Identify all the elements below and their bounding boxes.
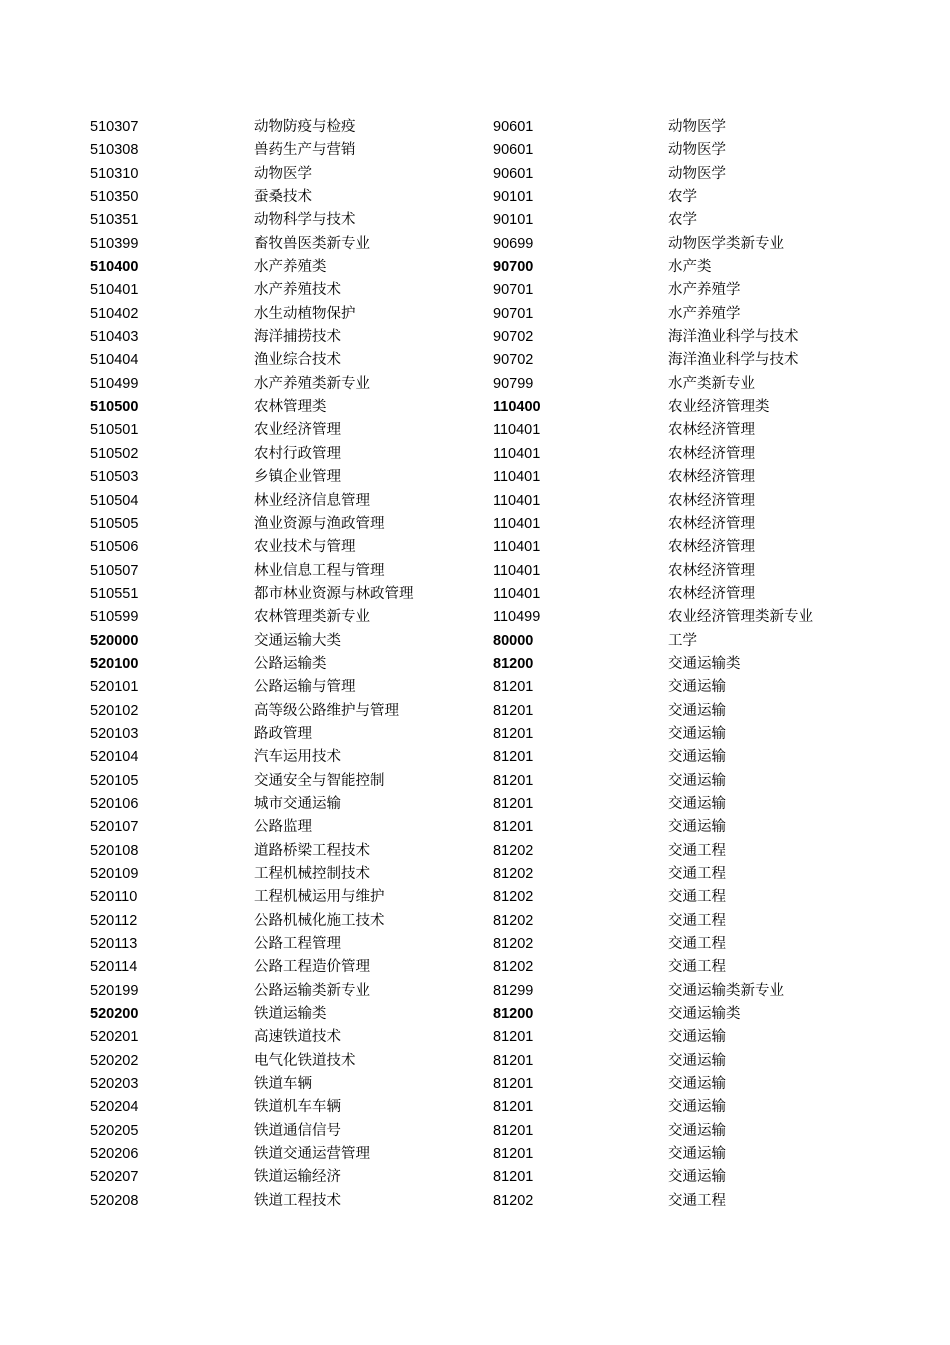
ref-code-cell: 81201 [493, 749, 534, 766]
major-name-cell: 铁道车辆 [254, 1076, 312, 1093]
ref-name-cell: 交通工程 [668, 866, 726, 882]
ref-code-cell: 81201 [493, 1099, 534, 1116]
major-name-cell: 海洋捕捞技术 [254, 329, 341, 346]
table-row [90, 746, 870, 769]
major-code-cell: 520200 [90, 1006, 139, 1023]
major-name-cell: 动物科学与技术 [254, 212, 356, 229]
major-name-cell: 公路机械化施工技术 [254, 912, 385, 929]
ref-code-cell: 90101 [493, 212, 534, 229]
table-row [90, 1143, 870, 1166]
major-code-cell: 510351 [90, 212, 139, 229]
major-code-cell: 520108 [90, 842, 139, 859]
ref-name-cell: 交通工程 [668, 959, 726, 976]
table-row [90, 840, 870, 863]
ref-code-cell: 90601 [493, 165, 534, 182]
table-row [90, 583, 870, 606]
major-code-cell: 510502 [90, 445, 139, 462]
ref-name-cell: 交通运输 [668, 702, 726, 719]
ref-code-cell: 90701 [493, 305, 534, 322]
table-row [90, 349, 870, 372]
table-row [90, 513, 870, 536]
ref-name-cell: 工学 [668, 632, 697, 649]
table-row [90, 326, 870, 349]
ref-code-cell: 81201 [493, 725, 534, 742]
table-row [90, 770, 870, 793]
major-code-cell: 520207 [90, 1169, 139, 1186]
major-name-cell: 铁道通信信号 [254, 1122, 341, 1139]
ref-name-cell: 农林经济管理 [668, 585, 755, 602]
ref-name-cell: 交通运输 [668, 819, 726, 836]
ref-name-cell: 农林经济管理 [668, 422, 755, 439]
table-row [90, 863, 870, 886]
ref-name-cell: 交通工程 [668, 936, 726, 953]
major-code-cell: 520101 [90, 679, 139, 696]
category-row [90, 396, 870, 419]
table-row [90, 956, 870, 979]
ref-code-cell: 90701 [493, 282, 534, 299]
major-code-cell: 510307 [90, 119, 139, 135]
ref-name-cell: 农林经济管理 [668, 562, 755, 579]
major-name-cell: 水产养殖技术 [254, 282, 341, 299]
major-code-cell: 520110 [90, 889, 138, 906]
table-row [90, 163, 870, 186]
ref-name-cell: 动物医学 [668, 142, 726, 159]
major-code-cell: 510402 [90, 305, 139, 322]
ref-code-cell: 81201 [493, 795, 534, 812]
ref-code-cell: 81201 [493, 1052, 534, 1069]
ref-name-cell: 交通工程 [668, 912, 726, 929]
major-name-cell: 工程机械控制技术 [254, 866, 370, 882]
major-code-cell: 510399 [90, 235, 139, 252]
major-code-cell: 510499 [90, 375, 139, 392]
major-name-cell: 铁道机车车辆 [254, 1099, 341, 1116]
table-row [90, 1073, 870, 1096]
ref-name-cell: 农业经济管理类新专业 [668, 609, 813, 626]
ref-name-cell: 交通运输 [668, 795, 726, 812]
ref-code-cell: 81201 [493, 772, 534, 789]
ref-code-cell: 81202 [493, 1192, 534, 1209]
table-row [90, 910, 870, 933]
major-code-cell: 520109 [90, 866, 139, 882]
table-row [90, 980, 870, 1003]
ref-code-cell: 81201 [493, 679, 534, 696]
category-row [90, 653, 870, 676]
major-code-cell: 510551 [90, 585, 139, 602]
ref-name-cell: 海洋渔业科学与技术 [668, 352, 799, 369]
ref-code-cell: 81201 [493, 1029, 534, 1046]
major-code-cell: 510400 [90, 259, 139, 276]
ref-name-cell: 农林经济管理 [668, 539, 755, 556]
major-code-cell: 510350 [90, 189, 139, 206]
table-row [90, 536, 870, 559]
ref-code-cell: 81201 [493, 1169, 534, 1186]
ref-code-cell: 110401 [493, 562, 541, 579]
ref-code-cell: 90799 [493, 375, 534, 392]
major-name-cell: 工程机械运用与维护 [254, 889, 385, 906]
ref-code-cell: 81202 [493, 959, 534, 976]
major-code-cell: 510401 [90, 282, 139, 299]
ref-name-cell: 动物医学 [668, 165, 726, 182]
major-name-cell: 铁道工程技术 [254, 1192, 341, 1209]
ref-code-cell: 90601 [493, 142, 534, 159]
major-name-cell: 林业信息工程与管理 [254, 562, 385, 579]
table-row [90, 209, 870, 232]
ref-code-cell: 81201 [493, 702, 534, 719]
table-row [90, 886, 870, 909]
ref-code-cell: 81200 [493, 655, 534, 672]
major-name-cell: 铁道运输经济 [254, 1169, 341, 1186]
table-row [90, 1190, 870, 1213]
major-name-cell: 渔业资源与渔政管理 [254, 515, 385, 532]
ref-name-cell: 交通运输类 [668, 655, 741, 672]
ref-name-cell: 农林经济管理 [668, 515, 755, 532]
major-code-cell: 520106 [90, 795, 139, 812]
ref-code-cell: 81201 [493, 1146, 534, 1163]
major-name-cell: 公路运输与管理 [254, 679, 356, 696]
ref-name-cell: 农林经济管理 [668, 469, 755, 486]
major-code-cell: 520107 [90, 819, 139, 836]
ref-name-cell: 交通工程 [668, 842, 726, 859]
table-row [90, 1096, 870, 1119]
major-code-cell: 510504 [90, 492, 139, 509]
major-code-cell: 510501 [90, 422, 139, 439]
major-name-cell: 动物医学 [254, 165, 312, 182]
major-name-cell: 水产养殖类新专业 [254, 375, 370, 392]
major-code-cell: 510403 [90, 329, 139, 346]
ref-code-cell: 80000 [493, 632, 534, 649]
ref-name-cell: 交通运输 [668, 1052, 726, 1069]
ref-code-cell: 81202 [493, 889, 534, 906]
ref-name-cell: 交通运输类新专业 [668, 982, 784, 999]
ref-code-cell: 110401 [493, 422, 541, 439]
table-row [90, 1120, 870, 1143]
ref-name-cell: 交通运输 [668, 725, 726, 742]
ref-code-cell: 90700 [493, 259, 534, 276]
table-row [90, 816, 870, 839]
ref-name-cell: 交通运输 [668, 679, 726, 696]
category-row [90, 256, 870, 279]
ref-code-cell: 81201 [493, 1076, 534, 1093]
major-name-cell: 汽车运用技术 [254, 749, 341, 766]
category-row [90, 1003, 870, 1026]
major-name-cell: 公路运输类新专业 [254, 982, 370, 999]
ref-name-cell: 交通运输 [668, 1029, 726, 1046]
table-row [90, 700, 870, 723]
table-row [90, 933, 870, 956]
major-code-cell: 520112 [90, 912, 138, 929]
ref-code-cell: 90702 [493, 352, 534, 369]
major-code-cell: 520208 [90, 1192, 139, 1209]
major-code-cell: 510505 [90, 515, 139, 532]
major-name-cell: 兽药生产与营销 [254, 142, 356, 159]
major-name-cell: 都市林业资源与林政管理 [254, 585, 414, 602]
major-name-cell: 交通安全与智能控制 [254, 772, 385, 789]
ref-name-cell: 交通运输 [668, 1122, 726, 1139]
table-row [90, 490, 870, 513]
major-code-table [90, 116, 870, 1213]
major-name-cell: 公路运输类 [254, 655, 327, 672]
table-row [90, 466, 870, 489]
table-row [90, 233, 870, 256]
ref-code-cell: 110400 [493, 399, 541, 416]
table-row [90, 303, 870, 326]
major-code-cell: 510404 [90, 352, 139, 369]
ref-code-cell: 81202 [493, 866, 534, 882]
major-name-cell: 公路工程造价管理 [254, 959, 370, 976]
major-code-cell: 520000 [90, 632, 139, 649]
major-name-cell: 农业经济管理 [254, 422, 341, 439]
ref-name-cell: 交通工程 [668, 889, 726, 906]
ref-code-cell: 81202 [493, 842, 534, 859]
table-row [90, 560, 870, 583]
major-code-cell: 520206 [90, 1146, 139, 1163]
major-name-cell: 农业技术与管理 [254, 539, 356, 556]
table-row [90, 723, 870, 746]
table-row [90, 606, 870, 629]
major-code-cell: 520201 [90, 1029, 139, 1046]
ref-name-cell: 交通运输 [668, 1146, 726, 1163]
ref-name-cell: 动物医学 [668, 119, 726, 135]
major-name-cell: 林业经济信息管理 [254, 492, 370, 509]
ref-code-cell: 110401 [493, 445, 541, 462]
major-name-cell: 农林管理类 [254, 399, 327, 416]
major-code-cell: 510507 [90, 562, 139, 579]
major-name-cell: 农村行政管理 [254, 445, 341, 462]
table-row [90, 1050, 870, 1073]
major-name-cell: 城市交通运输 [254, 795, 341, 812]
table-row [90, 373, 870, 396]
ref-code-cell: 110401 [493, 515, 541, 532]
major-code-cell: 520205 [90, 1122, 139, 1139]
ref-code-cell: 81201 [493, 1122, 534, 1139]
major-name-cell: 农林管理类新专业 [254, 609, 370, 626]
major-name-cell: 铁道运输类 [254, 1006, 327, 1023]
table-row [90, 443, 870, 466]
table-row [90, 186, 870, 209]
major-code-cell: 510308 [90, 142, 139, 159]
ref-code-cell: 110499 [493, 609, 541, 626]
ref-code-cell: 81202 [493, 936, 534, 953]
ref-name-cell: 水产养殖学 [668, 305, 741, 322]
table-row [90, 139, 870, 162]
major-name-cell: 交通运输大类 [254, 632, 341, 649]
major-name-cell: 公路监理 [254, 819, 312, 836]
ref-name-cell: 水产养殖学 [668, 282, 741, 299]
major-name-cell: 乡镇企业管理 [254, 469, 341, 486]
table-row [90, 793, 870, 816]
major-code-cell: 510310 [90, 165, 139, 182]
major-name-cell: 水生动植物保护 [254, 305, 356, 322]
major-code-cell: 510503 [90, 469, 139, 486]
ref-name-cell: 农学 [668, 189, 697, 206]
major-name-cell: 电气化铁道技术 [254, 1052, 356, 1069]
major-code-cell: 520105 [90, 772, 139, 789]
major-code-cell: 520204 [90, 1099, 139, 1116]
major-code-cell: 520113 [90, 936, 138, 953]
ref-name-cell: 交通运输类 [668, 1006, 741, 1023]
major-code-cell: 510599 [90, 609, 139, 626]
ref-name-cell: 农林经济管理 [668, 492, 755, 509]
major-name-cell: 铁道交通运营管理 [254, 1146, 370, 1163]
major-code-cell: 510506 [90, 539, 139, 556]
ref-code-cell: 90702 [493, 329, 534, 346]
major-code-cell: 520199 [90, 982, 139, 999]
ref-code-cell: 81202 [493, 912, 534, 929]
ref-name-cell: 交通工程 [668, 1192, 726, 1209]
major-code-cell: 510500 [90, 399, 139, 416]
ref-code-cell: 110401 [493, 469, 541, 486]
major-code-cell: 520102 [90, 702, 139, 719]
ref-name-cell: 水产类 [668, 259, 712, 276]
ref-code-cell: 81299 [493, 982, 534, 999]
major-name-cell: 道路桥梁工程技术 [254, 842, 370, 859]
table-row [90, 279, 870, 302]
major-code-cell: 520103 [90, 725, 139, 742]
major-code-cell: 520114 [90, 959, 138, 976]
ref-name-cell: 交通运输 [668, 749, 726, 766]
ref-name-cell: 交通运输 [668, 772, 726, 789]
ref-code-cell: 110401 [493, 539, 541, 556]
ref-code-cell: 90101 [493, 189, 534, 206]
major-name-cell: 水产养殖类 [254, 259, 327, 276]
major-name-cell: 公路工程管理 [254, 936, 341, 953]
major-name-cell: 蚕桑技术 [254, 189, 312, 206]
ref-name-cell: 农林经济管理 [668, 445, 755, 462]
category-row [90, 630, 870, 653]
table-row [90, 1166, 870, 1189]
major-code-cell: 520104 [90, 749, 139, 766]
major-name-cell: 动物防疫与检疫 [254, 119, 356, 135]
major-name-cell: 渔业综合技术 [254, 352, 341, 369]
ref-code-cell: 110401 [493, 585, 541, 602]
major-name-cell: 畜牧兽医类新专业 [254, 235, 370, 252]
ref-code-cell: 81201 [493, 819, 534, 836]
major-name-cell: 高等级公路维护与管理 [254, 702, 399, 719]
ref-name-cell: 水产类新专业 [668, 375, 755, 392]
ref-name-cell: 动物医学类新专业 [668, 235, 784, 252]
table-row [90, 676, 870, 699]
ref-code-cell: 110401 [493, 492, 541, 509]
major-code-cell: 520203 [90, 1076, 139, 1093]
ref-name-cell: 农学 [668, 212, 697, 229]
major-name-cell: 路政管理 [254, 725, 312, 742]
major-code-cell: 520202 [90, 1052, 139, 1069]
major-name-cell: 高速铁道技术 [254, 1029, 341, 1046]
ref-name-cell: 交通运输 [668, 1169, 726, 1186]
major-code-cell: 520100 [90, 655, 139, 672]
ref-name-cell: 农业经济管理类 [668, 399, 770, 416]
ref-name-cell: 交通运输 [668, 1099, 726, 1116]
ref-code-cell: 90699 [493, 235, 534, 252]
table-row [90, 419, 870, 442]
table-row [90, 1026, 870, 1049]
ref-name-cell: 交通运输 [668, 1076, 726, 1093]
ref-code-cell: 81200 [493, 1006, 534, 1023]
ref-name-cell: 海洋渔业科学与技术 [668, 329, 799, 346]
ref-code-cell: 90601 [493, 119, 534, 135]
table-row [90, 116, 870, 139]
